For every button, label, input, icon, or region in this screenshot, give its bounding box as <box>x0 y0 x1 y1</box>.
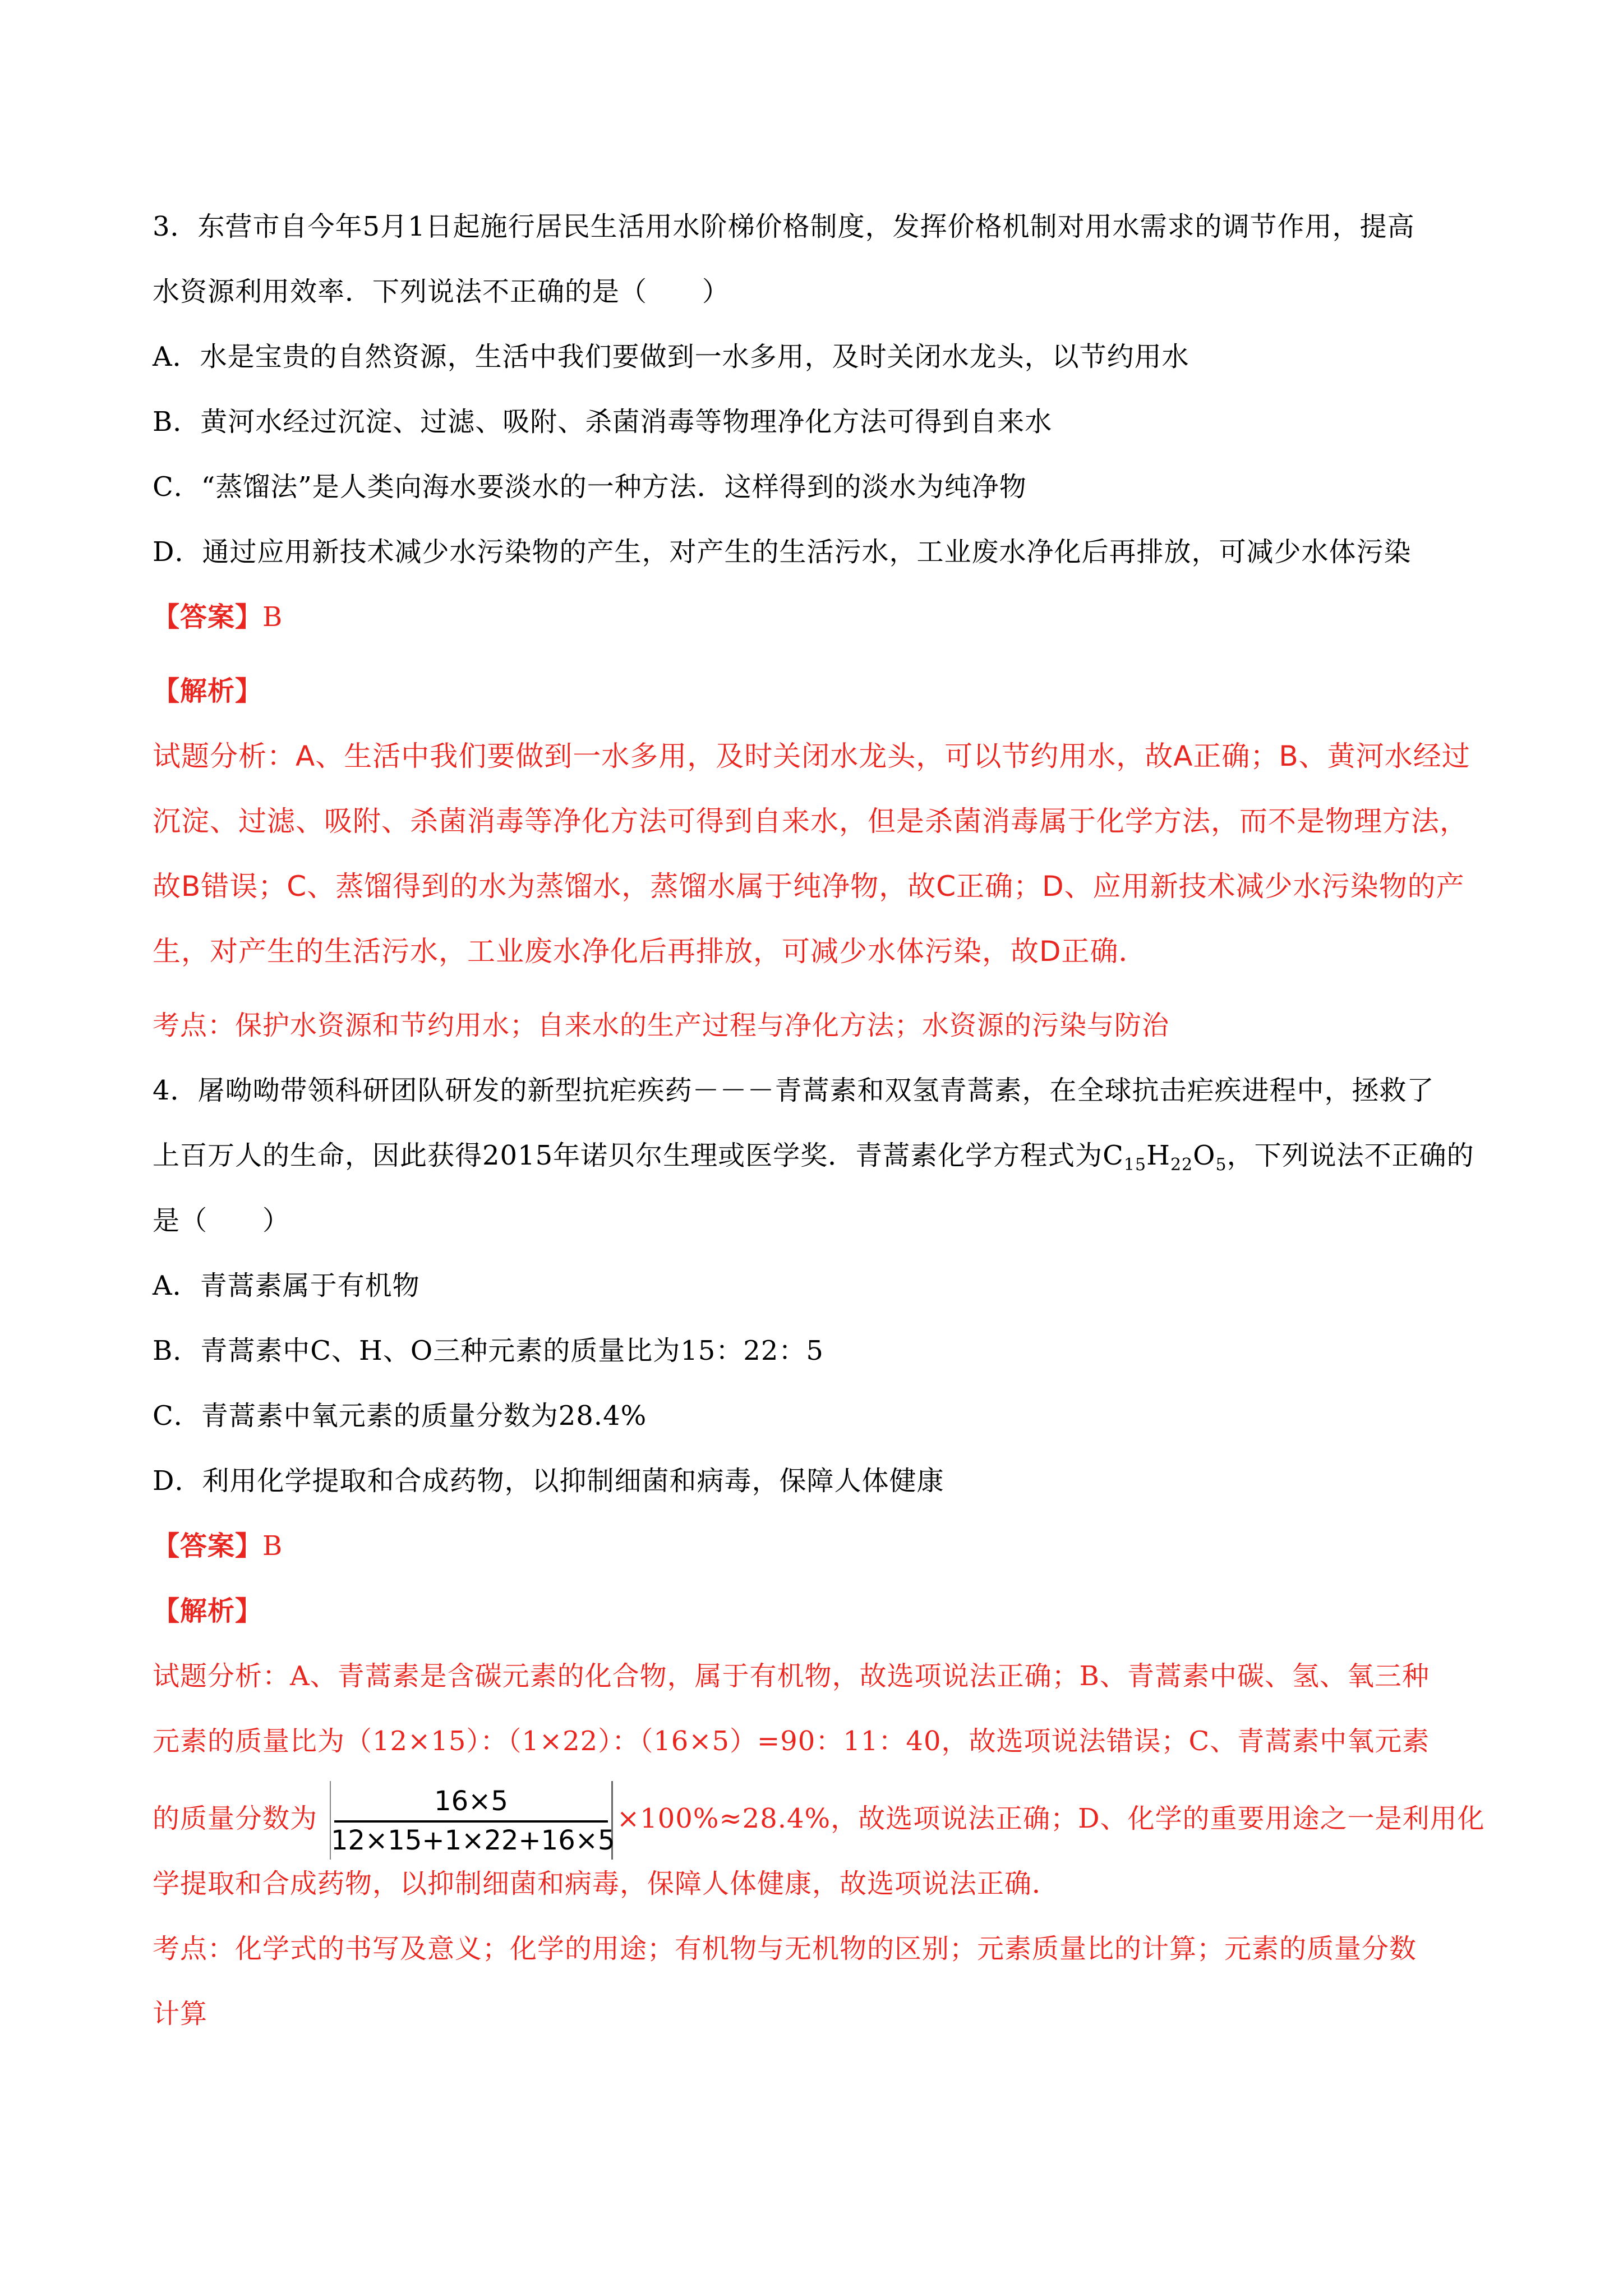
q3-analysis-line1: 试题分析：A、生活中我们要做到一水多用，及时关闭水龙头，可以节约用水，故A正确；B、黄河水经过 <box>153 740 1470 772</box>
formula-sub-o: 5 <box>1215 1155 1227 1175</box>
q4-analysis-label: 【解析】 <box>153 1595 263 1627</box>
q4-option-d: D．利用化学提取和合成药物，以抑制细菌和病毒，保障人体健康 <box>153 1465 944 1497</box>
q4-answer-label: 【答案】 <box>153 1530 263 1562</box>
formula-sub-c: 15 <box>1123 1155 1147 1175</box>
q3-answer-value: B <box>262 601 283 633</box>
formula-h: H <box>1146 1140 1170 1171</box>
q3-analysis-line4: 生，对产生的生活污水，工业废水净化后再排放，可减少水体污染，故D正确． <box>153 935 1147 968</box>
q3-answer-label: 【答案】 <box>153 601 263 633</box>
q3-option-a: A．水是宝贵的自然资源，生活中我们要做到一水多用，及时关闭水龙头，以节约用水 <box>153 341 1189 372</box>
q4-answer-value: B <box>262 1530 283 1562</box>
q4-analysis-line3-post: ×100%≈28.4%，故选项说法正确；D、化学的重要用途之一是利用化 <box>617 1803 1485 1834</box>
mass-fraction-formula <box>330 1781 613 1860</box>
q4-analysis-line2: 元素的质量比为（12×15）：（1×22）：（16×5）=90：11：40，故选项说法错误；C、青蒿素中氧元素 <box>153 1726 1430 1757</box>
q4-stem-line2-tail: ，下列说法不正确的 <box>1227 1140 1474 1171</box>
fraction-bar <box>334 1820 608 1823</box>
q4-stem-line1: 4．屠呦呦带领科研团队研发的新型抗疟疾药－－－青蒿素和双氢青蒿素，在全球抗击疟疾进程中，拯救了 <box>153 1075 1435 1106</box>
q4-answer <box>153 1528 283 1564</box>
q4-stem-line2-text: 上百万人的生命，因此获得2015年诺贝尔生理或医学奖．青蒿素化学方程式为C <box>153 1140 1124 1171</box>
q3-option-d: D．通过应用新技术减少水污染物的产生，对产生的生活污水，工业废水净化后再排放，可减少水体污染 <box>153 536 1412 568</box>
q3-option-b: B．黄河水经过沉淀、过滤、吸附、杀菌消毒等物理净化方法可得到自来水 <box>153 406 1053 438</box>
q4-stem-line2 <box>153 1138 1474 1174</box>
q4-option-a: A．青蒿素属于有机物 <box>153 1270 420 1301</box>
q3-analysis-line3: 故B错误；C、蒸馏得到的水为蒸馏水，蒸馏水属于纯净物，故C正确；D、应用新技术减少水污染物的产 <box>153 870 1465 903</box>
q4-option-c: C．青蒿素中氧元素的质量分数为28.4% <box>153 1400 647 1432</box>
formula-o: O <box>1193 1140 1216 1171</box>
q4-kaodian-line1: 考点：化学式的书写及意义；化学的用途；有机物与无机物的区别；元素质量比的计算；元素的质量分数 <box>153 1933 1417 1964</box>
fraction-numerator: 16×5 <box>434 1786 508 1817</box>
q4-analysis-line1: 试题分析：A、青蒿素是含碳元素的化合物，属于有机物，故选项说法正确；B、青蒿素中碳、氢、氧三种 <box>153 1660 1430 1692</box>
q3-analysis-line2: 沉淀、过滤、吸附、杀菌消毒等净化方法可得到自来水，但是杀菌消毒属于化学方法，而不是物理方法， <box>153 805 1468 838</box>
q3-kaodian: 考点：保护水资源和节约用水；自来水的生产过程与净化方法；水资源的污染与防治 <box>153 1010 1170 1041</box>
fraction-denominator: 12×15+1×22+16×5 <box>331 1825 615 1856</box>
q4-analysis-line4: 学提取和合成药物，以抑制细菌和病毒，保障人体健康，故选项说法正确． <box>153 1868 1060 1899</box>
q3-stem-line2: 水资源利用效率．下列说法不正确的是（ ） <box>153 276 730 307</box>
q3-stem-line1: 3．东营市自今年5月1日起施行居民生活用水阶梯价格制度，发挥价格机制对用水需求的调节作用，提高 <box>153 211 1415 242</box>
q4-kaodian-line2: 计算 <box>153 1998 208 2030</box>
q3-analysis-label: 【解析】 <box>153 675 263 707</box>
q4-stem-line3: 是（ ） <box>153 1205 291 1236</box>
q4-option-b: B．青蒿素中C、H、O三种元素的质量比为15：22：5 <box>153 1335 824 1366</box>
q3-option-c: C．“蒸馏法”是人类向海水要淡水的一种方法．这样得到的淡水为纯净物 <box>153 471 1027 503</box>
q4-analysis-line3-pre: 的质量分数为 <box>153 1803 318 1834</box>
q3-answer <box>153 599 283 635</box>
formula-sub-h: 22 <box>1170 1155 1193 1175</box>
